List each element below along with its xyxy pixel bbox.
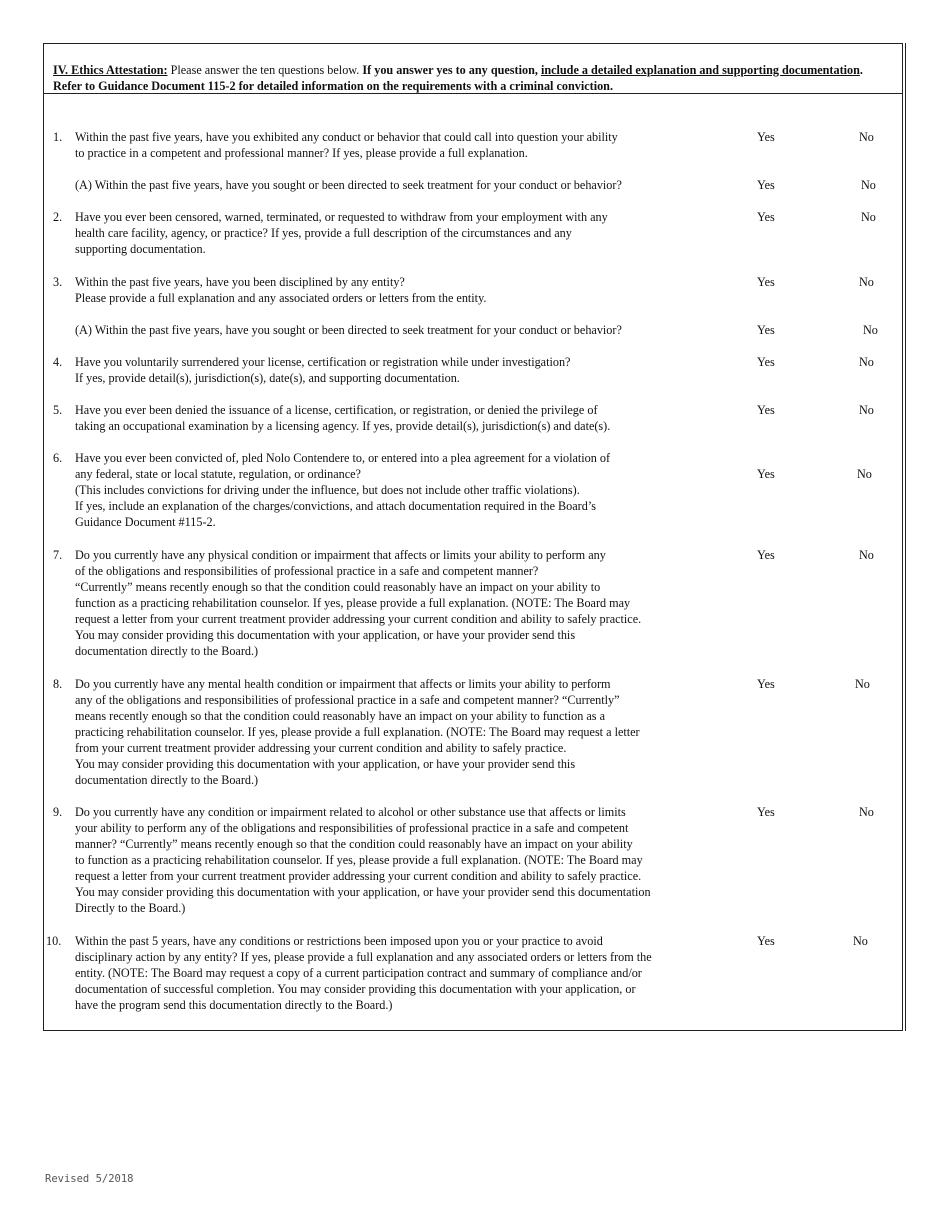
question-number: 6. xyxy=(53,451,63,465)
question-number: 8. xyxy=(53,677,63,691)
question-text-line: Within the past five years, have you been disciplined by any entity? xyxy=(75,275,405,289)
question-text-line: supporting documentation. xyxy=(75,242,206,256)
answer-no-option[interactable]: No xyxy=(859,355,874,369)
answer-yes-option[interactable]: Yes xyxy=(757,210,775,224)
answer-no-option[interactable]: No xyxy=(863,323,878,337)
answer-yes-option[interactable]: Yes xyxy=(757,548,775,562)
question-text-line: your ability to perform any of the obligations and responsibilities of professional practice in a safe and competent xyxy=(75,821,629,835)
question-text xyxy=(75,933,740,1013)
answer-no-option[interactable]: No xyxy=(859,548,874,562)
answer-yes-option[interactable]: Yes xyxy=(757,403,775,417)
question-number: 1. xyxy=(53,130,63,144)
question-text-line: (A) Within the past five years, have you sought or been directed to seek treatment for your conduct or behavior? xyxy=(75,178,622,192)
answer-yes-option[interactable]: Yes xyxy=(757,323,775,337)
question-text-line: documentation of successful completion. You may consider providing this documentation with your application, or xyxy=(75,982,636,996)
question-text xyxy=(75,354,740,386)
section-intro: Please answer the ten questions below. xyxy=(167,63,363,77)
question-text-line: have the program send this documentation directly to the Board.) xyxy=(75,998,393,1012)
question-text-line: Please provide a full explanation and any associated orders or letters from the entity. xyxy=(75,291,487,305)
answer-no-option[interactable]: No xyxy=(857,467,872,481)
answer-no-option[interactable]: No xyxy=(859,403,874,417)
answer-yes-option[interactable]: Yes xyxy=(757,467,775,481)
question-number: 2. xyxy=(53,210,63,224)
question-text xyxy=(75,274,740,306)
question-text-line: Do you currently have any physical condition or impairment that affects or limits your ability to perform any xyxy=(75,548,606,562)
question-text-line: documentation directly to the Board.) xyxy=(75,644,259,658)
question-number: 7. xyxy=(53,548,63,562)
section-instruction-underlined: include a detailed explanation and supporting documentation xyxy=(540,63,860,77)
question-text-line: documentation directly to the Board.) xyxy=(75,773,259,787)
question-text xyxy=(75,209,740,257)
answer-yes-option[interactable]: Yes xyxy=(757,178,775,192)
question-text-line: practicing rehabilitation counselor. If yes, please provide a full explanation. (NOTE: The Board may request a letter xyxy=(75,725,640,739)
question-text-line: any of the obligations and responsibilities of professional practice in a safe and competent manner? “Currently” xyxy=(75,693,620,707)
attestation-form-frame xyxy=(43,43,903,1031)
question-text-line: If yes, provide detail(s), jurisdiction(s), date(s), and supporting documentation. xyxy=(75,371,460,385)
question-text-line: disciplinary action by any entity? If yes, please provide a full explanation and any associated orders or letters from the xyxy=(75,950,652,964)
answer-no-option[interactable]: No xyxy=(859,275,874,289)
question-text-line: to function as a practicing rehabilitation counselor. If yes, please provide a full explanation. (NOTE: The Board may xyxy=(75,853,643,867)
question-text-line: any federal, state or local statute, regulation, or ordinance? xyxy=(75,467,361,481)
answer-no-option[interactable]: No xyxy=(859,805,874,819)
question-text-line: Do you currently have any condition or impairment related to alcohol or other substance use that affects or limits xyxy=(75,805,626,819)
question-text-line: request a letter from your current treatment provider addressing your current condition and ability to safely practice. xyxy=(75,612,642,626)
question-text-line: Have you ever been censored, warned, terminated, or requested to withdraw from your employment with any xyxy=(75,210,608,224)
question-number: 10. xyxy=(46,934,62,948)
question-text-line: You may consider providing this documentation with your application, or have your provider send this xyxy=(75,757,576,771)
question-text xyxy=(75,322,740,338)
question-text-line: function as a practicing rehabilitation counselor. If yes, please provide a full explanation. (NOTE: The Board may xyxy=(75,596,631,610)
question-text-line: Have you ever been denied the issuance of a license, certification, or registration, or denied the privilege of xyxy=(75,403,598,417)
question-number: 5. xyxy=(53,403,63,417)
question-text xyxy=(75,804,740,916)
question-text-line: (This includes convictions for driving under the influence, but does not include other traffic violations). xyxy=(75,483,580,497)
question-text-line: request a letter from your current treatment provider addressing your current condition and ability to safely practice. xyxy=(75,869,642,883)
answer-no-option[interactable]: No xyxy=(861,210,876,224)
answer-yes-option[interactable]: Yes xyxy=(757,355,775,369)
section-title: IV. Ethics Attestation: xyxy=(53,63,168,77)
question-text-line: Within the past five years, have you exhibited any conduct or behavior that could call into question your ability xyxy=(75,130,618,144)
question-text xyxy=(75,402,740,434)
question-text-line: from your current treatment provider addressing your current condition and ability to safely practice. xyxy=(75,741,567,755)
answer-yes-option[interactable]: Yes xyxy=(757,130,775,144)
section-instruction-lead: If you answer yes to any question, xyxy=(362,63,541,77)
revision-note: Revised 5/2018 xyxy=(45,1173,134,1185)
question-text-line: Do you currently have any mental health condition or impairment that affects or limits your ability to perform xyxy=(75,677,611,691)
question-text-line: to practice in a competent and professional manner? If yes, please provide a full explanation. xyxy=(75,146,528,160)
answer-no-option[interactable]: No xyxy=(859,130,874,144)
question-text-line: (A) Within the past five years, have you sought or been directed to seek treatment for your conduct or behavior? xyxy=(75,323,622,337)
answer-yes-option[interactable]: Yes xyxy=(757,677,775,691)
question-text xyxy=(75,450,740,530)
answer-no-option[interactable]: No xyxy=(855,677,870,691)
question-text-line: You may consider providing this documentation with your application, or have your provider send this documentation xyxy=(75,885,651,899)
question-text-line: entity. (NOTE: The Board may request a copy of a current participation contract and summary of compliance and/or xyxy=(75,966,642,980)
question-text-line: Have you ever been convicted of, pled Nolo Contendere to, or entered into a plea agreement for a violation of xyxy=(75,451,611,465)
question-text xyxy=(75,177,740,193)
question-text xyxy=(75,129,740,161)
answer-yes-option[interactable]: Yes xyxy=(757,805,775,819)
question-text-line: Have you voluntarily surrendered your license, certification or registration while under investigation? xyxy=(75,355,571,369)
question-text xyxy=(75,547,740,659)
answer-no-option[interactable]: No xyxy=(861,178,876,192)
question-number: 3. xyxy=(53,275,63,289)
question-text-line: Within the past 5 years, have any conditions or restrictions been imposed upon you or your practice to avoid xyxy=(75,934,603,948)
answer-yes-option[interactable]: Yes xyxy=(757,275,775,289)
question-text-line: If yes, include an explanation of the charges/convictions, and attach documentation required in the Board’s xyxy=(75,499,596,513)
question-text-line: of the obligations and responsibilities of professional practice in a safe and competent manner? xyxy=(75,564,539,578)
question-text-line: Directly to the Board.) xyxy=(75,901,186,915)
question-text-line: You may consider providing this documentation with your application, or have your provider send this xyxy=(75,628,576,642)
answer-yes-option[interactable]: Yes xyxy=(757,934,775,948)
question-text-line: Guidance Document #115-2. xyxy=(75,515,216,529)
section-instruction-tail: . Refer to Guidance Document 115-2 for detailed information on the requirements with a criminal conviction. xyxy=(53,63,863,93)
question-number: 9. xyxy=(53,805,63,819)
question-text-line: health care facility, agency, or practice? If yes, provide a full description of the circumstances and any xyxy=(75,226,572,240)
question-text-line: manner? “Currently” means recently enough so that the condition could reasonably have an impact on your ability xyxy=(75,837,633,851)
question-text-line: means recently enough so that the condition could reasonably have an impact on your ability to function as a xyxy=(75,709,606,723)
question-text xyxy=(75,676,740,788)
question-text-line: taking an occupational examination by a licensing agency. If yes, provide detail(s), jurisdiction(s) and date(s). xyxy=(75,419,611,433)
question-number: 4. xyxy=(53,355,63,369)
section-header xyxy=(44,44,902,94)
answer-no-option[interactable]: No xyxy=(853,934,868,948)
question-text-line: “Currently” means recently enough so that the condition could reasonably have an impact on your ability to xyxy=(75,580,601,594)
